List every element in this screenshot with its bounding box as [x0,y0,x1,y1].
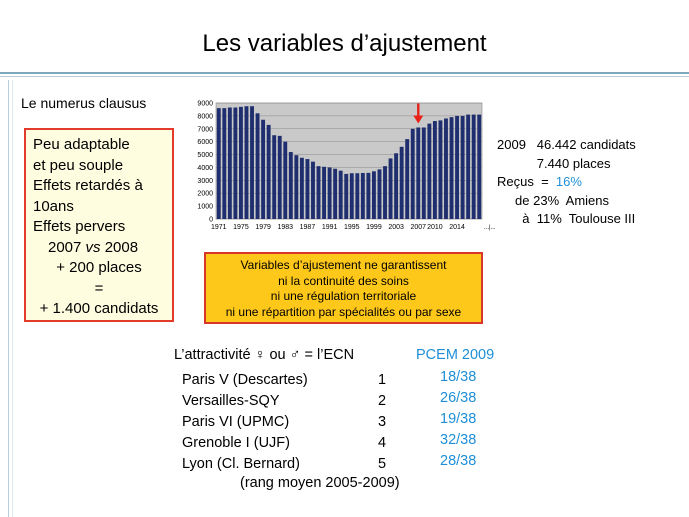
warning-line: ni une répartition par spécialités ou par sexe [225,304,462,319]
chart-bar [322,167,326,219]
recus-label: Reçus = [497,174,556,189]
university-rank: 5 [378,456,387,472]
x-tick-label: 2003 [388,224,404,231]
chart-bar [372,171,376,219]
x-tick-label: 1971 [210,224,227,231]
effects-line: et peu souple [33,156,124,174]
chart-bar [378,169,382,219]
numerus-chart [190,98,510,238]
chart-bar [411,129,415,219]
chart-bar [461,116,465,219]
stats-places: 7.440 places [497,155,611,171]
university-pcem: 28/38 [440,453,477,469]
chart-bar [261,120,265,219]
university-rank: 4 [378,435,387,451]
chart-bar [366,173,370,219]
chart-bar [272,135,276,219]
chart-bar [256,113,260,219]
x-tick-label: 1991 [321,224,338,231]
chart-bar [350,173,354,219]
chart-bar [289,152,293,219]
x-tick-label: 1999 [366,224,382,231]
chart-bar [433,121,437,219]
effects-box [24,128,174,322]
numerus-heading: Le numerus clausus [21,95,147,111]
chart-bar [477,115,481,219]
warning-line: Variables d’ajustement ne garantissent [240,258,447,272]
chart-bar [400,147,404,219]
chart-y-axis [197,101,213,224]
x-tick-label: 1987 [299,224,316,231]
x-tick-label: 1979 [255,224,271,231]
stats-2009 [497,136,636,229]
university-name: Paris VI (UPMC) [182,414,290,430]
year-2007: 2007 [48,238,86,256]
chart-bar [472,115,476,219]
y-tick-label: 2000 [197,190,213,198]
ranking-footnote: (rang moyen 2005-2009) [240,475,400,491]
chart-bar [317,166,321,219]
y-tick-label: 3000 [197,177,213,185]
chart-bar [294,155,298,219]
chart-bar [311,162,315,219]
effects-line: Effets pervers [33,218,126,235]
x-tick-suffix: ...|... [484,225,496,231]
attractivity-header: L’attractivité ♀ ou ♂ = l’ECN [174,347,355,363]
chart-bar [283,142,287,219]
recus-value: 16% [555,174,582,189]
y-tick-label: 4000 [197,164,213,172]
chart-bar [328,167,332,219]
university-rank: 2 [378,393,387,409]
warning-line: ni une régulation territoriale [270,289,417,303]
y-tick-label: 9000 [197,100,213,108]
effects-line: Effets retardés à [33,177,143,194]
y-tick-label: 6000 [197,139,213,147]
left-divider-thin [12,80,13,517]
years-comparison [33,238,172,259]
chart-bar [245,106,249,219]
y-tick-label: 8000 [197,113,213,121]
x-tick-label: 1975 [233,224,249,231]
chart-bar [422,127,426,219]
year-2008: 2008 [100,238,139,256]
chart-bar [339,171,343,219]
chart-bar [416,127,420,219]
chart-bar [250,106,254,219]
chart-bar [450,117,454,219]
y-tick-label: 5000 [197,152,213,160]
top-divider [0,72,689,74]
versus-text: vs [85,238,101,256]
pcem-header: PCEM 2009 [416,347,495,363]
university-rank: 1 [378,372,387,388]
chart-bar [466,115,470,219]
chart-bar [239,107,243,219]
warning-box [204,252,483,324]
chart-bar [333,169,337,219]
chart-bar [455,116,459,219]
university-pcem: 18/38 [440,369,477,385]
chart-bar [427,124,431,219]
chart-bar [361,173,365,219]
chart-bar [233,108,237,219]
stats-amiens: de 23% Amiens [497,192,610,208]
chart-x-axis [211,224,496,231]
x-tick-label: 2014 [449,224,465,231]
chart-bar [228,108,232,219]
chart-bar [405,139,409,219]
y-tick-label: 7000 [197,126,213,134]
x-tick-label: 2007 [410,224,427,231]
left-divider [8,80,9,517]
slide-title: Les variables d’ajustement [202,30,487,57]
plus-places: + 200 places [56,259,142,276]
chart-bar [444,118,448,219]
chart-bar [305,159,309,219]
chart-bar [267,125,271,219]
chart-bar [383,166,387,219]
chart-bar [217,108,221,219]
chart-bar [344,174,348,219]
plus-candidates: + 1.400 candidats [39,300,159,317]
chart-bar [300,158,304,219]
warning-line: ni la continuité des soins [278,273,409,288]
stats-candidates: 2009 46.442 candidats [497,137,636,152]
x-tick-label: 1983 [277,224,294,231]
chart-bar [389,158,393,219]
university-rank: 3 [378,414,387,430]
y-tick-label: 1000 [197,203,213,211]
top-divider-thin [0,76,689,77]
university-pcem: 26/38 [440,390,477,406]
y-tick-label: 0 [209,216,213,224]
university-name: Paris V (Descartes) [182,372,308,388]
university-name: Lyon (Cl. Bernard) [182,456,300,472]
effects-line: Peu adaptable [33,136,130,153]
chart-bar [355,173,359,219]
university-name: Grenoble I (UJF) [182,435,290,451]
chart-bar [278,136,282,219]
equals-sign: = [94,279,104,297]
effects-line: 10ans [33,197,74,215]
chart-bar [438,120,442,219]
x-tick-label: 1995 [343,224,360,231]
x-tick-label: 2010 [427,224,443,231]
university-pcem: 19/38 [440,411,477,427]
university-name: Versailles-SQY [182,393,280,409]
stats-toulouse: à 11% Toulouse III [497,211,636,226]
chart-bar [222,108,226,219]
stats-recus [497,173,636,192]
chart-bar [394,153,398,219]
university-pcem: 32/38 [440,432,477,448]
